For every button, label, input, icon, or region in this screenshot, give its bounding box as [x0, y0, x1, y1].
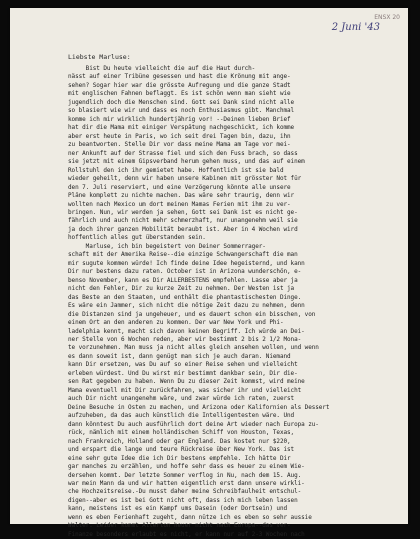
letter-line: einem Ort an den anderen zu kommen. Der war New York und Phi- [68, 319, 284, 327]
letter-line: komme ich mir wirklich hundertjährig vor! --Deinen lieben Brief [68, 115, 291, 123]
letter-line: so blasiert wie wir und dass es noch Enthusiasmus gibt. Manchmal [68, 107, 295, 115]
letter-line: Mama eventuell mit Dir zurückfahren, was sicher ihr und vielleicht [68, 386, 302, 394]
letter-line: ner Ankunft auf der Strasse fiel und sich den Fuss brach, so dass [68, 149, 298, 157]
letter-line: nässt auf einer Tribüne gesessen und hast die Krönung mit ange- [68, 73, 291, 81]
letter-line: Bist Du heute vielleicht die auf die Haut durch- [68, 65, 256, 72]
letter-line: hat dir die Mama mit einiger Verspätung nachgeschickt, ich komme [68, 124, 295, 132]
letter-line: wollten nach Mexico um dort meinen Mamas Ferien mit ihm zu ver- [68, 200, 291, 208]
letter-line: kann Dir ersetzen, was Du auf so einer Reise sehen und vielleicht [68, 361, 298, 369]
letter-line: erleben würdest. Und Du wirst mir bestimmt dankbar sein, Dir die- [68, 369, 298, 377]
letter-line: aufzuheben, da das auch künstlich die Intelligentesten wäre. Und [68, 412, 295, 420]
letter-line: te vorzunehmen. Man muss ja nicht alles gleich ansehen wollen, und wenn [68, 344, 319, 352]
letter-line: Rollstuhl den ich ihr gemietet habe. Hoffentlich ist sie bald [68, 166, 284, 174]
letter-line: gar manches zu erzählen, und hoffe sehr dass es heuer zu einem Wie- [68, 463, 305, 471]
letter-line: Es wäre ein Jammer, sich nicht die nötige Zeit dazu zu nehmen, denn [68, 302, 305, 310]
letter-line: nicht den Fehler, Dir zu kurze Zeit zu nehmen. Der Westen ist ja [68, 285, 295, 293]
handwritten-date: 2 Juni '43 [331, 22, 380, 33]
letter-line: kann, meistens ist es ein Kampf ums Dasein (oder Dortsein) und [68, 505, 288, 513]
letter-line: hoffentlich alles gut überstanden sein. [68, 234, 206, 242]
letter-line: ner Stelle von 6 Wochen reden, aber wir bestimmt 2 bis 2 1/2 Mona- [68, 336, 302, 343]
letter-line: schaft mit der Amerika Reise--die einzige Schwangerschaft die man [68, 251, 298, 259]
letter-line: sie jetzt mit einem Gipsverband herum gehen muss, und das auf einem [68, 158, 305, 166]
letter-line: sehen? Sogar hier war die grösste Aufregung und die ganze Stadt [68, 81, 291, 89]
letter-line: und erspart die lange und teure Rückreise über New York. Das ist [68, 446, 295, 454]
letter-line: Pläne komplett zu nichte machen. Das wäre sehr traurig, denn wir [68, 192, 295, 200]
letter-line: Finanze besonders erlaubt es nicht, er kann nur auf 2-3 Wochen nach [68, 530, 305, 538]
letter-line: Dir nur bestens dazu raten. October ist in Arizona wunderschön, e- [68, 268, 302, 276]
archive-stamp: ENSX 20 [374, 14, 400, 21]
letter-line: dann könntest Du auch ausführlich dort deine Art wieder nach Europa zu- [68, 420, 319, 428]
letter-line: Marluse, ich bin begeistert von Deiner Sommerrager- [68, 242, 266, 250]
letter-line: fährlich und auch nicht mehr schmerzhaft, nur unangenehm weil sie [68, 217, 298, 225]
letter-line: den 7. Juli reserviert, und eine Verzögerung könnte alle unsere [68, 183, 291, 191]
letter-line: nach Frankreich, Holland oder gar England. Das kostet nur $220, [68, 437, 291, 445]
letter-line: benso November, kann es Dir ALLERBESTENS empfehlen. Lasse aber ja [68, 276, 298, 284]
letter-line: das Beste an den Staaten, und enthält die phantastischesten Dinge. [68, 293, 302, 301]
letter-line: ja doch ihrer ganzen Mobilität beraubt ist. Aber in 4 Wochen wird [68, 225, 298, 233]
letter-line: mir sugute kommen würde! Ich finde deine Idee hegeisternd, und kann [68, 259, 305, 267]
letter-line: Walter. Leider kommt Allerton heuer nicht nach Europa--das ver- [68, 522, 291, 530]
letter-line: wieder geheilt, denn wir haben unsere Kabinen mit grösster Not für [68, 175, 302, 183]
letter-line: rück, nämlich mit einem holländischen Schiff von Houston, Texas, [68, 429, 295, 437]
letter-line: die Distanzen sind ja ungeheuer, und es dauert schon ein bisschen, von [68, 310, 316, 318]
letter-body [68, 65, 398, 539]
letter-line: es dann soweit ist, dann genügt man sich je auch daran. Niemand [68, 352, 291, 360]
letter-line: jugendlich doch die Menschen sind. Gott sei Dank sind nicht alle [68, 98, 295, 106]
letter-line: dersehen kommt. Der letzte Sommer verflog in Nu, nach dem 15. Aug. [68, 471, 302, 479]
letter-line: war mein Mann da und wir hatten eigentlich erst dann unsere wirkli- [68, 479, 305, 487]
letter-line: wenn es eben Ferienhaft zugeht, dann nütze ich es eben so sehr aussie [68, 513, 312, 521]
letter-line: auch Dir nicht unangenehm wäre, und zwar würde ich raten, zuerst [68, 395, 295, 403]
letter-line: bringen. Nun, wir werden ja sehen, Gott sei Dank ist es nicht ge- [68, 208, 298, 216]
letter-line: ladelphia kennt, macht sich davon keinen Begriff. Ich würde an Dei- [68, 327, 305, 335]
letter-line: aber erst heute in Paris, wo ich seit drei Tagen bin, dazu, ihn [68, 132, 291, 140]
letter-line: che Hochzeitsreise.-Du musst daher meine Schreibfaulheit entschul- [68, 488, 302, 496]
letter-line: sen Rat gegeben zu haben. Wenn Du zu dieser Zeit kommst, wird meine [68, 378, 305, 386]
letter-line: digen--aber es ist bei Gott nicht oft, dass ich mich leben lassen [68, 496, 298, 504]
letter-line: zu beantworten. Stelle Dir vor dass meine Mama am Tage vor mei- [68, 141, 291, 149]
letter-line: mit englischen Fahnen beflaggt. Es ist schön wenn man sieht wie [68, 90, 291, 98]
letter-line: Deine Besuche in Osten zu machen, und Arizona oder Kalifornien als Dessert [68, 403, 330, 411]
letter-line: eine sehr gute Idee die ich Dir bestens empfehle. Ich hätte Dir [68, 454, 291, 462]
salutation: Liebste Marluse: [68, 53, 131, 61]
letter-page [10, 8, 408, 538]
